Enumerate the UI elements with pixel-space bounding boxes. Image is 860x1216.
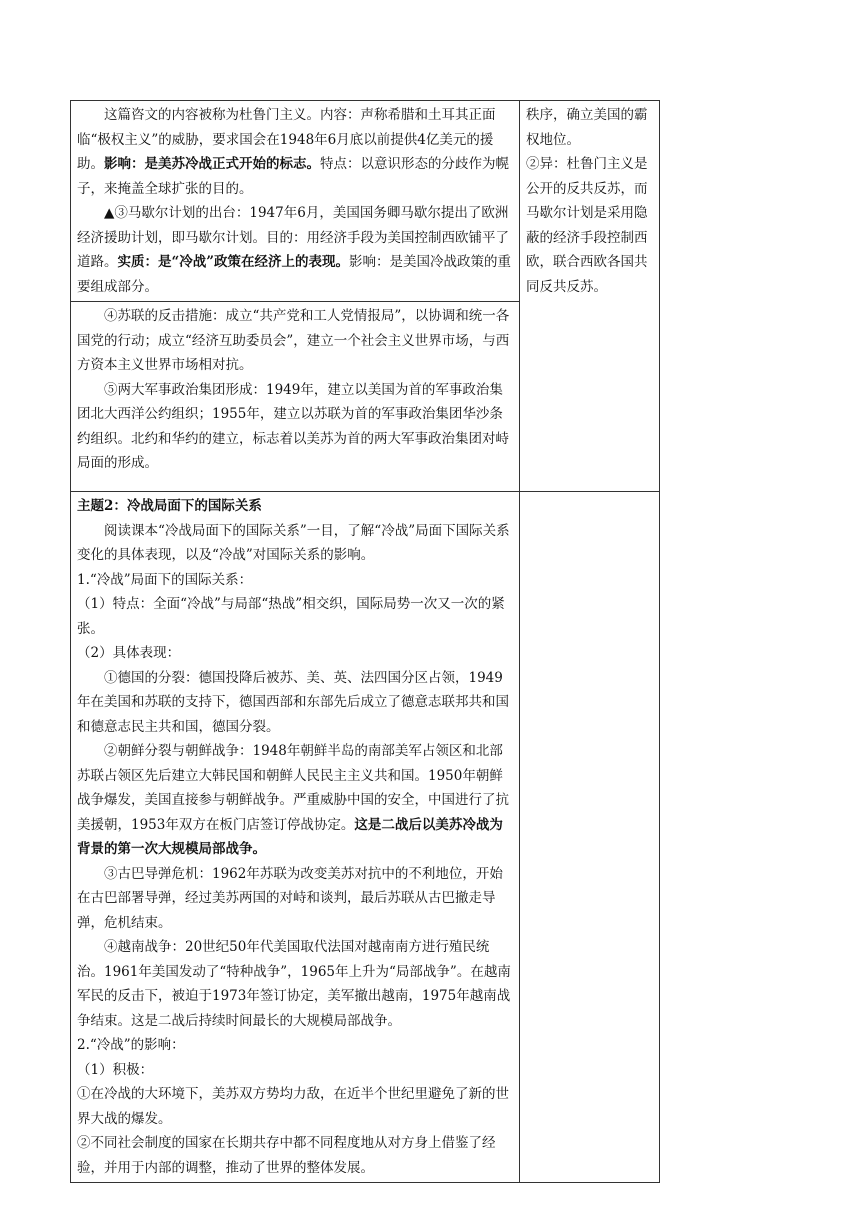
subheading: 1.“冷战”局面下的国际关系： (77, 571, 253, 588)
list-item: ②朝鲜分裂与朝鲜战争：1948年朝鲜半岛的南部美军占领区和北部苏联占领区先后建立大韩民国和朝鲜人民民主主义共和国。1950年朝鲜战争爆发，美国直接参与朝鲜战争。严重威胁中国的安全，中国进行了抗美援朝，1953年双方在板门店签订停战协定。这是二战后以美苏冷战为背景的第一次大规模局部战争。 (77, 743, 509, 857)
paragraph-military-blocs: ⑤两大军事政治集团形成：1949年，建立以美国为首的军事政治集团北大西洋公约组织；1955年，建立以苏联为首的军事政治集团华沙条约组织。北约和华约的建立，标志着以美苏为首的两大军事政治集团对峙局面的形成。 (77, 381, 509, 471)
lesson-table (70, 100, 660, 1183)
note-text: ②异：杜鲁门主义是公开的反共反苏，而马歇尔计划是采用隐蔽的经济手段控制西欧，联合西欧各国共同反共反苏。 (526, 156, 648, 295)
list-item: （1）特点：全面“冷战”与局部“热战”相交织，国际局势一次又一次的紧张。 (77, 596, 505, 637)
paragraph-truman-doctrine: 这篇咨文的内容被称为杜鲁门主义。内容：声称希腊和土耳其正面临“极权主义”的威胁，要求国会在1948年6月底以前提供4亿美元的援助。影响：是美苏冷战正式开始的标志。特点：以意识形态的分歧作为幌子，来掩盖全球扩张的目的。 (77, 107, 509, 197)
list-item: ②不同社会制度的国家在长期共存中都不同程度地从对方身上借鉴了经验，并用于内部的调整，推动了世界的整体发展。 (77, 1135, 496, 1176)
list-item: ①在冷战的大环境下，美苏双方势均力敌，在近半个世纪里避免了新的世界大战的爆发。 (77, 1086, 509, 1127)
note-cell-empty (520, 492, 660, 1183)
list-item: （2）具体表现： (77, 645, 181, 661)
note-cell (520, 101, 660, 492)
table-row (71, 492, 660, 1183)
list-item: （1）积极： (77, 1061, 154, 1078)
list-item: ①德国的分裂：德国投降后被苏、美、英、法四国分区占领，1949年在美国和苏联的支持下，德国西部和东部先后成立了德意志联邦共和国和德意志民主共和国，德国分裂。 (77, 669, 509, 735)
note-text: 秩序，确立美国的霸权地位。 (526, 107, 648, 148)
list-item: ④越南战争：20世纪50年代美国取代法国对越南南方进行殖民统治。1961年美国发动了“特种战争”，1965年上升为“局部战争”。在越南军民的反击下，被迫于1973年签订协定，美军撤出越南，1975年越南战争结束。这是二战后持续时间最长的大规模局部战争。 (77, 939, 511, 1029)
section-title: 主题2：冷战局面下的国际关系 (77, 498, 262, 514)
main-cell (71, 101, 520, 302)
paragraph-soviet-response: ④苏联的反击措施：成立“共产党和工人党情报局”，以协调和统一各国党的行动；成立“经济互助委员会”，建立一个社会主义世界市场，与西方资本主义世界市场相对抗。 (77, 308, 510, 373)
table-row (71, 101, 660, 302)
subheading: 2.“冷战”的影响： (77, 1037, 185, 1053)
main-cell (71, 302, 520, 492)
section-intro: 阅读课本“冷战局面下的国际关系”一目，了解“冷战”局面下国际关系变化的具体表现，以及“冷战”对国际关系的影响。 (77, 522, 510, 563)
main-cell (71, 492, 520, 1183)
list-item: ③古巴导弹危机：1962年苏联为改变美苏对抗中的不利地位，开始在古巴部署导弹，经过美苏两国的对峙和谈判，最后苏联从古巴撤走导弹，危机结束。 (77, 865, 503, 931)
paragraph-marshall-plan: ▲③马歇尔计划的出台：1947年6月，美国国务卿马歇尔提出了欧洲经济援助计划，即马歇尔计划。目的：用经济手段为美国控制西欧铺平了道路。实质：是“冷战”政策在经济上的表现。影响：是美国冷战政策的重要组成部分。 (77, 205, 512, 295)
